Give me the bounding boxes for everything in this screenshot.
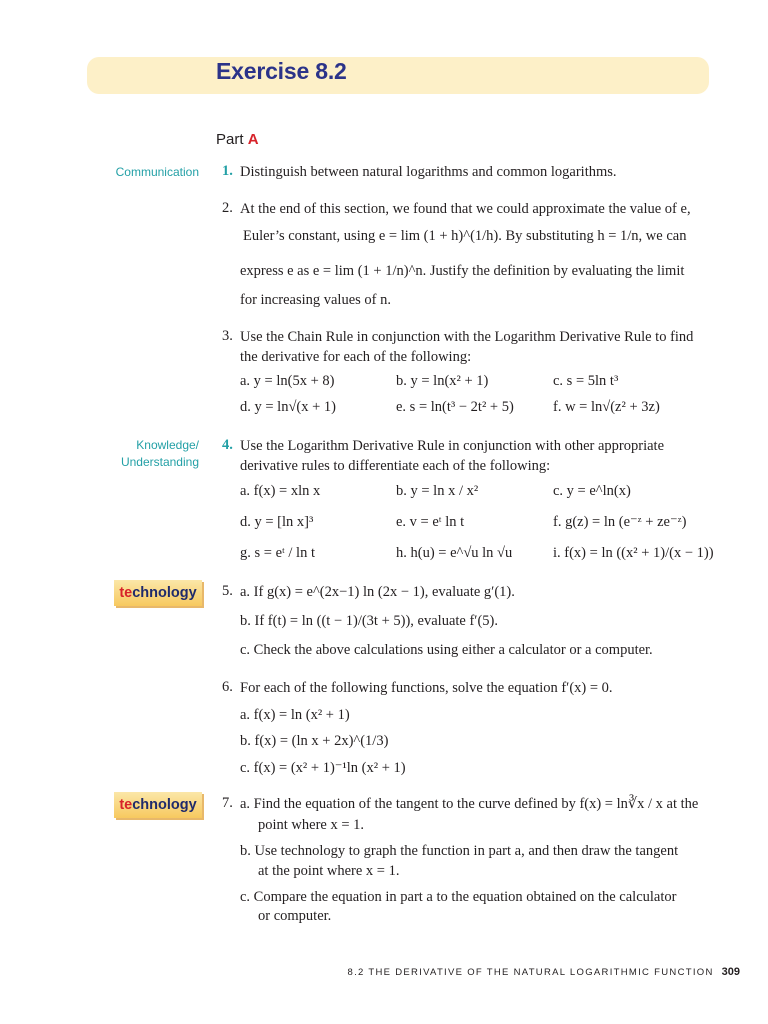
- question-2-line-2: Euler’s constant, using e = lim (1 + h)^(1/h). By substituting h = 1/n, we can: [243, 228, 687, 244]
- question-4-line-2: derivative rules to differentiate each of the following:: [240, 458, 551, 474]
- question-3-line-1: Use the Chain Rule in conjunction with the Logarithm Derivative Rule to find: [240, 329, 694, 345]
- page-number: 309: [721, 966, 740, 978]
- question-7-part-b-line-1: b. Use technology to graph the function in part a, and then draw the tangent: [240, 843, 679, 859]
- question-3-line-2: the derivative for each of the following:: [240, 349, 472, 365]
- list-item: e. v = eᵗ ln t: [396, 514, 465, 530]
- technology-badge: [114, 580, 202, 606]
- question-7-part-b-line-2: at the point where x = 1.: [258, 863, 400, 879]
- list-item: g. s = eᵗ / ln t: [240, 545, 315, 561]
- list-item: h. h(u) = e^√u ln √u: [396, 545, 513, 561]
- question-7-number: 7.: [222, 795, 233, 811]
- technology-badge-rest: chnology: [132, 797, 197, 813]
- question-2-number: 2.: [222, 200, 233, 216]
- technology-badge-rest: chnology: [132, 585, 197, 601]
- list-item: d. y = [ln x]³: [240, 514, 314, 530]
- list-item: f. w = ln√(z² + 3z): [553, 399, 660, 415]
- list-item: d. y = ln√(x + 1): [240, 399, 336, 415]
- question-4-line-1: Use the Logarithm Derivative Rule in conjunction with other appropriate: [240, 438, 665, 454]
- list-item: e. s = ln(t³ − 2t² + 5): [396, 399, 514, 415]
- list-item: b. y = ln(x² + 1): [396, 373, 489, 389]
- knowledge-label-line2: Understanding: [120, 455, 199, 469]
- question-7-part-a-line-1: a. Find the equation of the tangent to the curve defined by f(x) = ln∛x / x at the: [240, 796, 699, 812]
- footer-section-title: 8.2 THE DERIVATIVE OF THE NATURAL LOGARITHMIC FUNCTION: [347, 967, 714, 978]
- title-band: [87, 57, 709, 94]
- question-1-number: 1.: [222, 163, 233, 179]
- list-item: a. y = ln(5x + 8): [240, 373, 335, 389]
- page-footer: [347, 966, 740, 978]
- question-1-text: Distinguish between natural logarithms and common logarithms.: [240, 164, 617, 180]
- question-4-number: 4.: [222, 437, 233, 453]
- technology-badge-te: te: [119, 585, 133, 601]
- part-letter: A: [247, 131, 259, 148]
- question-2-line-3: express e as e = lim (1 + 1/n)^n. Justify the definition by evaluating the limit: [240, 263, 685, 279]
- list-item: c. y = e^ln(x): [553, 483, 631, 499]
- question-7-part-c-line-2: or computer.: [258, 908, 332, 924]
- communication-label: Communication: [115, 165, 199, 179]
- knowledge-label: [104, 437, 199, 471]
- question-3-number: 3.: [222, 328, 233, 344]
- question-2-line-4: for increasing values of n.: [240, 292, 391, 308]
- question-7-part-c-line-1: c. Compare the equation in part a to the equation obtained on the calculator: [240, 889, 677, 905]
- question-6-part-b: b. f(x) = (ln x + 2x)^(1/3): [240, 733, 389, 749]
- list-item: a. f(x) = xln x: [240, 483, 321, 499]
- question-5-number: 5.: [222, 583, 233, 599]
- question-6-part-a: a. f(x) = ln (x² + 1): [240, 707, 350, 723]
- question-7-part-a-line-2: point where x = 1.: [258, 817, 365, 833]
- question-6-part-c: c. f(x) = (x² + 1)⁻¹ln (x² + 1): [240, 760, 406, 776]
- question-5-part-b: b. If f(t) = ln ((t − 1)/(3t + 5)), evaluate f′(5).: [240, 613, 498, 629]
- list-item: i. f(x) = ln ((x² + 1)/(x − 1)): [553, 545, 714, 561]
- page-title: Exercise 8.2: [216, 58, 347, 84]
- list-item: f. g(z) = ln (e⁻ᶻ + ze⁻ᶻ): [553, 514, 687, 530]
- list-item: c. s = 5ln t³: [553, 373, 619, 389]
- question-5-part-c: c. Check the above calculations using either a calculator or a computer.: [240, 642, 653, 658]
- question-6-line-1: For each of the following functions, solve the equation f′(x) = 0.: [240, 680, 613, 696]
- part-prefix: Part: [216, 131, 244, 148]
- question-6-number: 6.: [222, 679, 233, 695]
- part-heading: [216, 131, 259, 148]
- technology-badge: [114, 792, 202, 818]
- question-2-line-1: At the end of this section, we found that we could approximate the value of e,: [240, 201, 691, 217]
- technology-badge-te: te: [119, 797, 133, 813]
- question-5-part-a: a. If g(x) = e^(2x−1) ln (2x − 1), evaluate g′(1).: [240, 584, 515, 600]
- list-item: b. y = ln x / x²: [396, 483, 479, 499]
- knowledge-label-line1: Knowledge/: [136, 438, 199, 452]
